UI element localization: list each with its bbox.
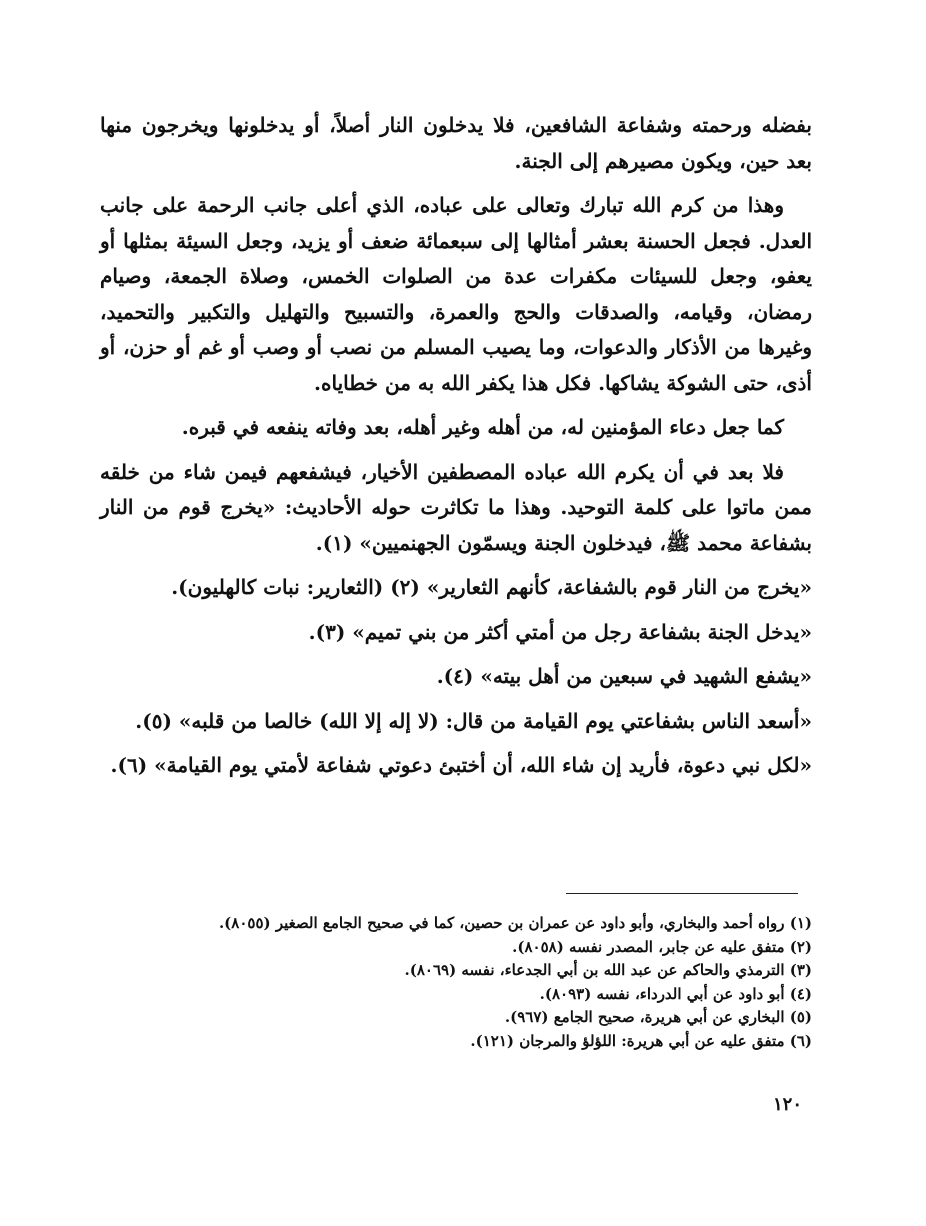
footnote-6: (٦) متفق عليه عن أبي هريرة: اللؤلؤ والمرجان (١٢١).: [470, 1031, 812, 1050]
footnotes: [100, 912, 812, 1053]
footnote-5: (٥) البخاري عن أبي هريرة، صحيح الجامع (٩٦٧).: [504, 1008, 812, 1026]
paragraph-4: فلا بعد في أن يكرم الله عباده المصطفين الأخيار، فيشفعهم فيمن شاء من خلقه ممن ماتوا على كلمة التوحيد. وهذا ما تكاثرت حوله الأحاديث: «يخرج قوم من النار بشفاعة محمد ﷺ، فيدخلون الجنة ويسمّون الجهنميين» (١).: [100, 459, 812, 555]
hadith-3: «يشفع الشهيد في سبعين من أهل بيته» (٤).: [436, 664, 812, 688]
footnote-2: (٢) متفق عليه عن جابر، المصدر نفسه (٨٠٥٨).: [512, 937, 812, 956]
page-number: ١٢٠: [772, 1094, 802, 1115]
hadith-5: «لكل نبي دعوة، فأريد إن شاء الله، أن أختبئ دعوتي شفاعة لأمتي يوم القيامة» (٦).: [110, 753, 812, 777]
footnote-1: (١) رواه أحمد والبخاري، وأبو داود عن عمران بن حصين، كما في صحيح الجامع الصغير (٨٠٥٥).: [218, 914, 812, 932]
footnote-divider: [566, 893, 798, 894]
page-body: [100, 108, 812, 793]
paragraph-1: بفضله ورحمته وشفاعة الشافعين، فلا يدخلون النار أصلاً، أو يدخلونها ويخرجون منها بعد حين، ويكون مصيرهم إلى الجنة.: [100, 113, 812, 173]
hadith-4: «أسعد الناس بشفاعتي يوم القيامة من قال: (لا إله إلا الله) خالصا من قلبه» (٥).: [135, 708, 812, 733]
paragraph-3: كما جعل دعاء المؤمنين له، من أهله وغير أهله، بعد وفاته ينفعه في قبره.: [181, 415, 784, 439]
hadith-2: «يدخل الجنة بشفاعة رجل من أمتي أكثر من بني تميم» (٣).: [308, 619, 812, 644]
hadith-1: «يخرج من النار قوم بالشفاعة، كأنهم الثعارير» (٢) (الثعارير: نبات كالهليون).: [171, 575, 812, 599]
footnote-3: (٣) الترمذي والحاكم عن عبد الله بن أبي الجدعاء، نفسه (٨٠٦٩).: [404, 961, 812, 979]
footnote-4: (٤) أبو داود عن أبي الدرداء، نفسه (٨٠٩٣).: [539, 984, 812, 1003]
paragraph-2: وهذا من كرم الله تبارك وتعالى على عباده، الذي أعلى جانب الرحمة على جانب العدل. فجعل الحسنة بعشر أمثالها إلى سبعمائة ضعف أو يزيد، وجعل السيئة بمثلها أو يعفو، وجعل للسيئات مكفرات عدة من الصلوات الخمس، وصلاة الجمعة، وصيام رمضان، وقيامه، والصدقات والحج والعمرة، والتسبيح والتهليل والتكبير والتحميد، وغيرها من الأذكار والدعوات، وما يصيب المسلم من نصب أو وصب أو غم أو حزن، أو أذى، حتى الشوكة يشاكها. فكل هذا يكفر الله به من خطاياه.: [100, 193, 812, 395]
